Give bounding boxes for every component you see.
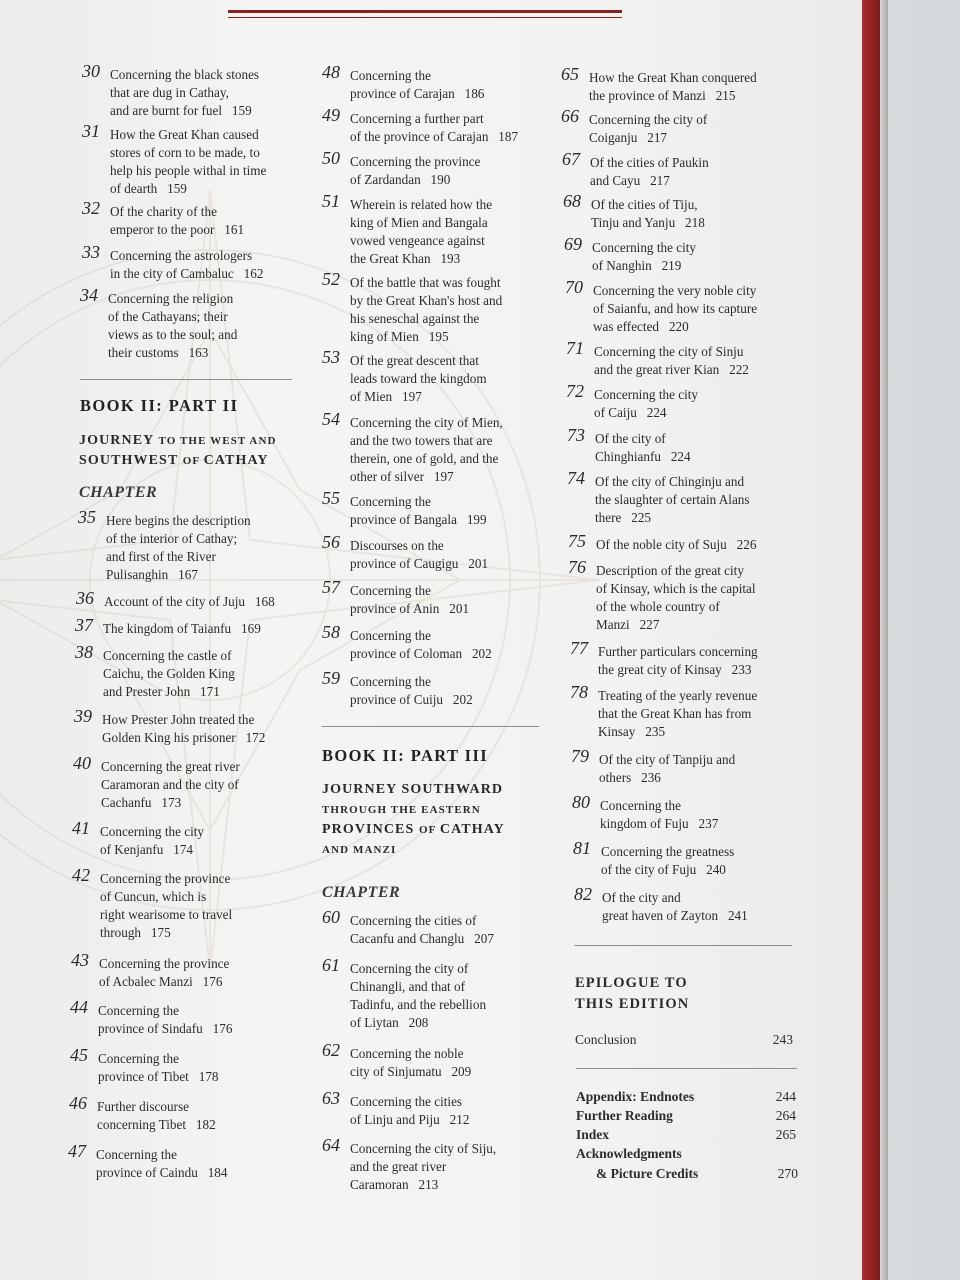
chapter-title: Here begins the description of the interior of Cathay; and first of the River Pulisanghin 167 xyxy=(106,513,251,582)
chapter-number: 52 xyxy=(322,269,340,289)
chapter-title: Concerning the city of Kenjanfu 174 xyxy=(100,824,205,857)
chapter-title: Concerning the city of Caiju 224 xyxy=(594,387,699,420)
chapter-number: 82 xyxy=(574,884,592,904)
chapter-title: Concerning the province of Anin 201 xyxy=(350,583,470,616)
section-divider xyxy=(574,945,792,946)
chapter-number: 66 xyxy=(561,106,579,126)
chapter-title: Concerning the city of Siju, and the great river Caramoran 213 xyxy=(350,1141,497,1192)
chapter-number: 36 xyxy=(76,588,94,608)
chapter-number: 62 xyxy=(322,1040,340,1060)
chapter-title: Of the city and great haven of Zayton 241 xyxy=(602,890,748,923)
chapter-title: Of the cities of Tiju, Tinju and Yanju 218 xyxy=(591,197,705,230)
chapter-number: 47 xyxy=(68,1141,86,1161)
chapter-title: How the Great Khan caused stores of corn to be made, to help his people withal in time of dearth 159 xyxy=(110,127,267,196)
chapter-number: 55 xyxy=(322,488,340,508)
chapter-title: Concerning the city of Mien, and the two towers that are therein, one of gold, and the other of silver 197 xyxy=(350,415,503,484)
chapter-title: Of the battle that was fought by the Great Khan's host and his seneschal against the king of Mien 195 xyxy=(350,275,503,344)
chapter-title: Concerning the city of Sinju and the great river Kian 222 xyxy=(594,344,749,377)
chapter-number: 72 xyxy=(566,381,584,401)
page-edge xyxy=(880,0,888,1280)
part2-journey-line2a: SOUTHWEST xyxy=(79,453,183,468)
chapter-number: 49 xyxy=(322,105,340,125)
chapter-title: Concerning the noble city of Sinjumatu 209 xyxy=(350,1046,472,1079)
epilogue-heading xyxy=(575,973,689,1015)
conclusion-page: 243 xyxy=(772,1032,793,1047)
chapter-title: Of the great descent that leads toward the kingdom of Mien 197 xyxy=(350,353,487,404)
backmatter-label: Appendix: Endnotes xyxy=(576,1089,695,1104)
chapter-number: 45 xyxy=(70,1045,88,1065)
chapter-number: 31 xyxy=(82,121,100,141)
chapter-title: Account of the city of Juju 168 xyxy=(104,594,275,609)
chapter-number: 79 xyxy=(571,746,589,766)
chapter-title: Concerning the very noble city of Saianfu, and how its capture was effected 220 xyxy=(593,283,758,334)
chapter-number: 33 xyxy=(82,242,100,262)
section-divider xyxy=(322,726,539,727)
chapter-title: Of the city of Tanpiju and others 236 xyxy=(599,752,736,785)
chapter-title: Concerning the kingdom of Fuju 237 xyxy=(600,798,719,831)
chapter-number: 69 xyxy=(564,234,582,254)
chapter-number: 64 xyxy=(322,1135,340,1155)
backmatter-page: 265 xyxy=(775,1127,796,1142)
chapter-number: 68 xyxy=(563,191,581,211)
chapter-number: 39 xyxy=(74,706,92,726)
epilogue-heading-line2: THIS EDITION xyxy=(575,996,690,1012)
chapter-number: 34 xyxy=(80,285,98,305)
chapter-number: 41 xyxy=(72,818,90,838)
part2-journey-title xyxy=(79,431,277,471)
chapter-number: 53 xyxy=(322,347,340,367)
chapter-number: 71 xyxy=(566,338,584,358)
chapter-title: Concerning the province of Sindafu 176 xyxy=(98,1003,233,1036)
backmatter-page: 270 xyxy=(777,1166,798,1181)
chapter-title: Concerning the city of Coiganju 217 xyxy=(589,112,708,145)
chapter-number: 77 xyxy=(570,638,588,658)
chapter-number: 75 xyxy=(568,531,586,551)
chapter-title: Concerning the astrologers in the city of Cambaluc 162 xyxy=(110,248,264,281)
chapter-number: 59 xyxy=(322,668,340,688)
backmatter-page: 264 xyxy=(775,1108,796,1123)
chapter-number: 54 xyxy=(322,409,340,429)
chapter-number: 35 xyxy=(78,507,96,527)
chapter-number: 60 xyxy=(322,907,340,927)
part3-journey-line2: THROUGH THE EASTERN xyxy=(322,804,481,816)
chapter-number: 67 xyxy=(562,149,580,169)
chapter-title: Treating of the yearly revenue that the Great Khan has from Kinsay 235 xyxy=(598,688,758,739)
chapter-number: 48 xyxy=(322,62,340,82)
chapter-title: Concerning the black stones that are dug in Cathay, and are burnt for fuel 159 xyxy=(110,67,260,118)
chapter-number: 63 xyxy=(322,1088,340,1108)
chapter-number: 80 xyxy=(572,792,590,812)
chapter-number: 44 xyxy=(70,997,88,1017)
chapter-title: Description of the great city of Kinsay, which is the capital of the whole country of Manzi 227 xyxy=(596,563,756,632)
part3-journey-line3a: PROVINCES xyxy=(322,822,419,837)
chapter-title: Of the city of Chinghianfu 224 xyxy=(595,431,691,464)
part2-journey-line2c: CATHAY xyxy=(203,453,269,468)
chapter-title: Concerning the province of Zardandan 190 xyxy=(350,154,481,187)
part2-journey-line2b: OF xyxy=(182,455,204,467)
backmatter-label: & Picture Credits xyxy=(596,1166,699,1181)
part3-heading: BOOK II: PART III xyxy=(322,746,489,765)
chapter-title: Concerning the religion of the Cathayans; their views as to the soul; and their customs 163 xyxy=(108,291,238,360)
chapter-number: 73 xyxy=(567,425,585,445)
chapter-number: 46 xyxy=(69,1093,87,1113)
chapter-number: 50 xyxy=(322,148,340,168)
chapter-number: 78 xyxy=(570,682,588,702)
chapter-number: 57 xyxy=(322,577,340,597)
chapter-title: Of the city of Chinginju and the slaughter of certain Alans there 225 xyxy=(595,474,750,525)
chapter-title: Concerning the province of Caindu 184 xyxy=(96,1147,228,1180)
chapter-title: Concerning a further part of the province of Carajan 187 xyxy=(350,111,519,144)
conclusion-label: Conclusion xyxy=(575,1032,637,1047)
chapter-number: 81 xyxy=(573,838,591,858)
part3-journey-line3b: OF xyxy=(418,824,440,836)
part3-journey-title xyxy=(322,780,505,860)
chapter-number: 30 xyxy=(82,61,100,81)
chapter-number: 76 xyxy=(568,557,586,577)
chapter-title: Concerning the city of Chinangli, and that of Tadinfu, and the rebellion of Liytan 208 xyxy=(350,961,487,1030)
chapter-title: Concerning the city of Nanghin 219 xyxy=(592,240,697,273)
chapter-title: Further discourse concerning Tibet 182 xyxy=(97,1099,216,1132)
chapter-title: Of the noble city of Suju 226 xyxy=(596,537,757,552)
chapter-title: Concerning the cities of Cacanfu and Changlu 207 xyxy=(350,913,494,946)
chapter-title: Of the charity of the emperor to the poor 161 xyxy=(110,204,245,237)
epilogue-heading-line1: EPILOGUE TO xyxy=(575,975,688,991)
chapter-number: 40 xyxy=(73,753,91,773)
chapter-title: How the Great Khan conquered the province of Manzi 215 xyxy=(589,70,757,103)
chapter-title: How Prester John treated the Golden King his prisoner 172 xyxy=(102,712,266,745)
backmatter-label: Further Reading xyxy=(576,1108,673,1123)
chapter-title: Wherein is related how the king of Mien and Bangala vowed vengeance against the Great Khan 193 xyxy=(350,197,493,266)
chapter-number: 43 xyxy=(71,950,89,970)
part3-chapter-label: CHAPTER xyxy=(322,884,401,901)
chapter-number: 61 xyxy=(322,955,340,975)
chapter-title: Concerning the great river Caramoran and the city of Cachanfu 173 xyxy=(101,759,240,810)
chapter-number: 74 xyxy=(567,468,585,488)
chapter-title: Concerning the province of Cuiju 202 xyxy=(350,674,473,707)
chapter-title: Discourses on the province of Caugigu 201 xyxy=(350,538,489,571)
chapter-number: 51 xyxy=(322,191,340,211)
chapter-title: Concerning the cities of Linju and Piju 212 xyxy=(350,1094,470,1127)
chapter-title: Concerning the province of Acbalec Manzi 176 xyxy=(99,956,230,989)
chapter-number: 42 xyxy=(72,865,90,885)
chapter-number: 65 xyxy=(561,64,579,84)
part2-heading: BOOK II: PART II xyxy=(80,396,239,415)
chapter-title: Concerning the greatness of the city of Fuju 240 xyxy=(601,844,735,877)
section-divider xyxy=(80,379,292,380)
backmatter-label: Acknowledgments xyxy=(576,1146,682,1161)
part2-chapter-label: CHAPTER xyxy=(79,484,158,501)
chapter-title: Concerning the castle of Caichu, the Golden King and Prester John 171 xyxy=(103,648,235,699)
chapter-title: Of the cities of Paukin and Cayu 217 xyxy=(590,155,709,188)
part3-journey-line4: AND MANZI xyxy=(322,844,397,856)
chapter-number: 37 xyxy=(75,615,93,635)
cover-edge xyxy=(862,0,880,1280)
chapter-number: 38 xyxy=(75,642,93,662)
chapter-number: 56 xyxy=(322,532,340,552)
section-divider xyxy=(576,1068,797,1069)
backmatter-label: Index xyxy=(576,1127,610,1142)
chapter-title: The kingdom of Taianfu 169 xyxy=(103,621,261,636)
part2-journey-line1b: TO THE WEST AND xyxy=(158,435,277,447)
top-decorative-rule xyxy=(228,10,622,18)
chapter-title: Concerning the province of Coloman 202 xyxy=(350,628,492,661)
chapter-number: 32 xyxy=(82,198,100,218)
chapter-title: Concerning the province of Cuncun, which is right wearisome to travel through 175 xyxy=(100,871,233,940)
chapter-title: Concerning the province of Tibet 178 xyxy=(98,1051,219,1084)
part3-journey-line3c: CATHAY xyxy=(439,822,505,837)
chapter-title: Concerning the province of Carajan 186 xyxy=(350,68,485,101)
part3-journey-line1: JOURNEY SOUTHWARD xyxy=(322,782,504,797)
chapter-title: Further particulars concerning the great city of Kinsay 233 xyxy=(598,644,758,677)
backmatter-page: 244 xyxy=(775,1089,796,1104)
part2-journey-line1a: JOURNEY xyxy=(79,433,159,448)
chapter-number: 58 xyxy=(322,622,340,642)
chapter-number: 70 xyxy=(565,277,583,297)
chapter-title: Concerning the province of Bangala 199 xyxy=(350,494,487,527)
